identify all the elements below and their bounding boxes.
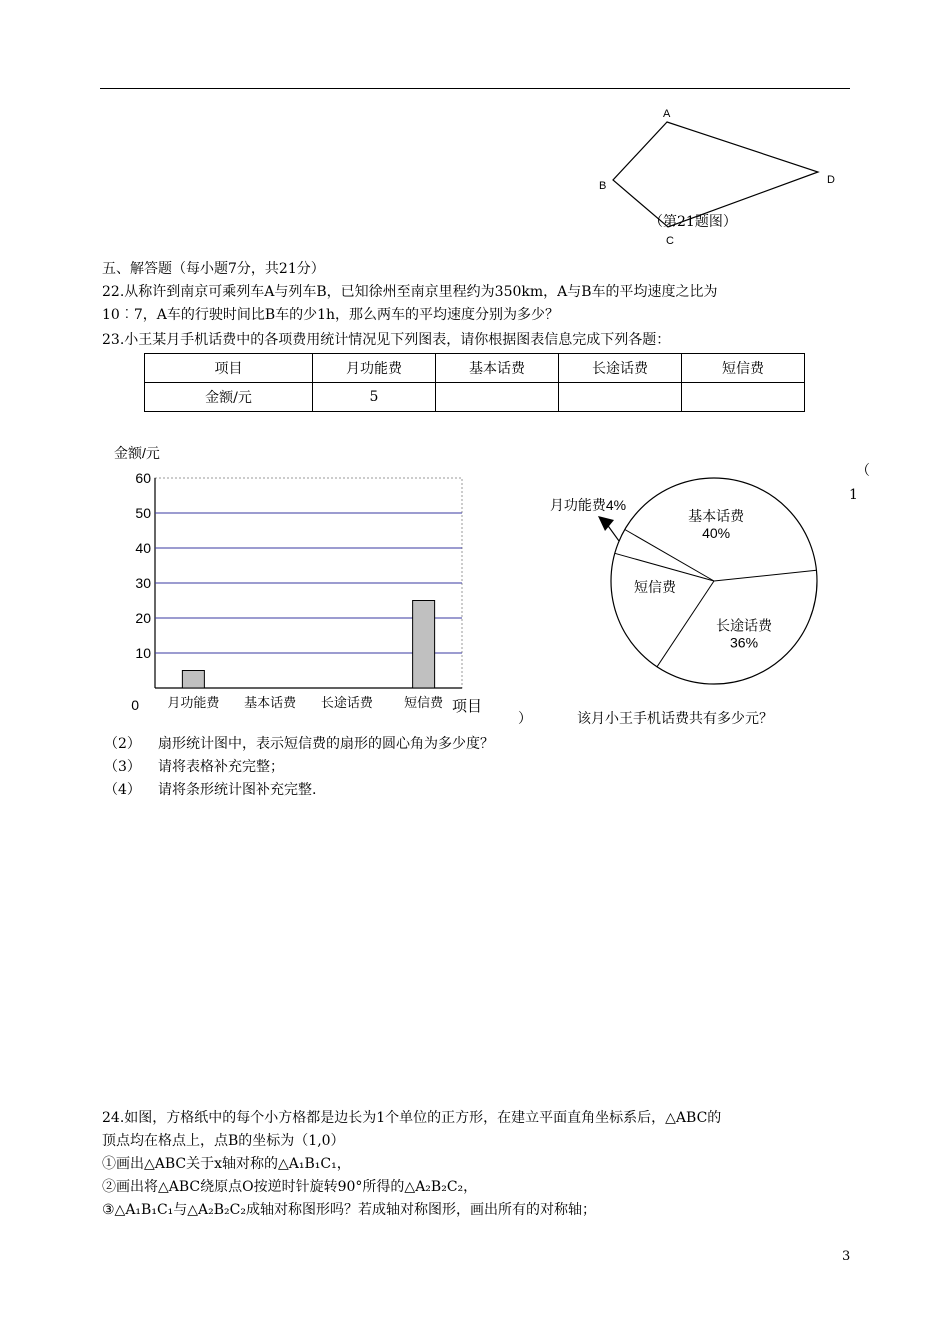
x-axis-label: 项目 [452,698,483,715]
stray-paren: （ [856,463,870,479]
y-tick-label: 20 [135,610,151,626]
header-rule [100,88,850,89]
stray-number: 1 [849,487,858,503]
q23-part2: 扇形统计图中，表示短信费的扇形的圆心角为多少度？ [158,736,494,752]
vertex-label-a: A [663,108,671,120]
pie-slice-label: 长途话费 [716,617,773,634]
table-cell [682,383,805,412]
y-tick-label: 50 [135,505,151,521]
x-tick-label: 长途话费 [320,695,373,710]
pie-slice-label: 短信费 [633,578,676,595]
section-heading: 五、解答题（每小题7分，共21分） [102,261,325,277]
q24-subquestion-1: ①画出△ABC关于x轴对称的△A₁B₁C₁， [102,1156,351,1172]
q24-subquestion-2: ②画出将△ABC绕原点O按逆时针旋转90°所得的△A₂B₂C₂， [102,1179,478,1195]
y-tick-label: 60 [135,470,151,486]
table-header-cell: 基本话费 [436,354,559,383]
page-number: 3 [842,1249,851,1264]
q24-line-2: 顶点均在格点上，点B的坐标为（1,0） [102,1133,345,1149]
q24-subquestion-3: ③△A₁B₁C₁与△A₂B₂C₂成轴对称图形吗？若成轴对称图形，画出所有的对称轴； [102,1202,596,1218]
q23-part4: 请将条形统计图补充完整. [158,782,317,798]
table-row [145,383,805,412]
pie-callout-arrowhead [598,516,614,531]
q23-part3-number: （3） [104,759,141,775]
x-tick-label: 月功能费 [167,695,220,710]
y-tick-label: 0 [131,697,139,713]
y-tick-label: 30 [135,575,151,591]
q23-part1: 该月小王手机话费共有多少元？ [577,711,773,727]
vertex-label-b: B [599,180,607,192]
x-tick-label: 基本话费 [244,695,297,710]
table-cell [436,383,559,412]
bar [182,671,204,689]
table-header-cell: 短信费 [682,354,805,383]
x-tick-label: 短信费 [404,695,444,710]
table-header-cell: 长途话费 [559,354,682,383]
bar [413,601,435,689]
vertex-label-d: D [827,174,835,186]
pie-slice-label: 基本话费 [688,508,745,525]
bar-chart [100,438,500,728]
q23-part2-number: （2） [104,736,141,752]
q23-part3: 请将表格补充完整； [158,759,284,775]
table-header-cell: 月功能费 [313,354,436,383]
q23-part1-paren: ） [518,711,532,727]
y-tick-label: 10 [135,645,151,661]
y-axis-label: 金额/元 [114,445,160,461]
q22-line-2: 10︰7，A车的行驶时间比B车的少1h，那么两车的平均速度分别为多少？ [102,307,560,323]
table-header-cell: 项目 [145,354,313,383]
pie-slice-label: 36% [730,634,759,651]
pie-callout-label: 月功能费4% [549,497,627,513]
pie-chart [530,470,840,685]
table-cell [559,383,682,412]
q21-figure-caption: （第21题图） [649,214,737,230]
table-row-label: 金额/元 [145,383,313,412]
q24-line-1: 24.如图，方格纸中的每个小方格都是边长为1个单位的正方形，在建立平面直角坐标系后，△ABC的 [102,1110,722,1126]
q22-line-1: 22.从称许到南京可乘列车A与列车B，已知徐州至南京里程约为350km，A与B车的平均速度之比为 [102,284,718,300]
q23-part4-number: （4） [104,782,141,798]
table-cell: 5 [313,383,436,412]
y-tick-label: 40 [135,540,151,556]
table-row [145,354,805,383]
pie-slice-label: 40% [702,525,731,542]
fee-table [144,353,805,412]
q23-intro: 23.小王某月手机话费中的各项费用统计情况见下列图表，请你根据图表信息完成下列各题： [102,332,671,348]
vertex-label-c: C [666,235,674,247]
